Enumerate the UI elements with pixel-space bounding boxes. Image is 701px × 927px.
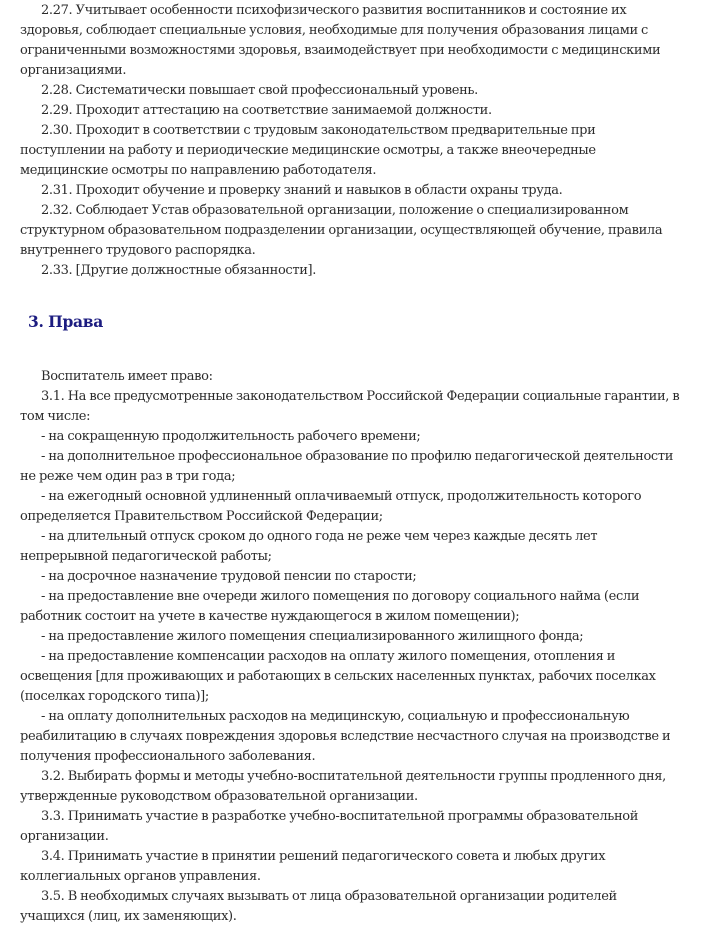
paragraph-2-33: 2.33. [Другие должностные обязанности]. xyxy=(41,263,317,278)
paragraph-3-5: 3.5. В необходимых случаях вызывать от лица образовательной организации родителей учащихся (лиц, их заменяющих). xyxy=(20,889,617,924)
list-item: - на оплату дополнительных расходов на медицинскую, социальную и профессиональную реабилитацию в случаях повреждения здоровья вследствие несчастного случая на производстве и получения профессионального заболевания. xyxy=(20,709,671,764)
paragraph-2-29: 2.29. Проходит аттестацию на соответствие занимаемой должности. xyxy=(41,103,492,118)
paragraph-2-27: 2.27. Учитывает особенности психофизического развития воспитанников и состояние их здоровья, соблюдает специальные условия, необходимые для получения образования лицами с ограниченными возможностями здоровья, взаимодействует при необходимости с медицинскими организациями. xyxy=(20,3,661,78)
rights-intro: Воспитатель имеет право: xyxy=(41,369,213,384)
paragraph-3-3: 3.3. Принимать участие в разработке учебно-воспитательной программы образовательной организации. xyxy=(20,809,639,844)
paragraph-3-4: 3.4. Принимать участие в принятии решений педагогического совета и любых других коллегиальных органов управления. xyxy=(20,849,606,884)
section-heading-rights: 3. Права xyxy=(28,312,104,331)
paragraph-2-32: 2.32. Соблюдает Устав образовательной организации, положение о специализированном структурном образовательном подразделении организации, осуществляющей обучение, правила внутреннего трудового распорядка. xyxy=(20,203,663,258)
paragraph-3-1: 3.1. На все предусмотренные законодательством Российской Федерации социальные гарантии, в том числе: xyxy=(20,389,680,424)
paragraph-2-28: 2.28. Систематически повышает свой профессиональный уровень. xyxy=(41,83,478,98)
paragraph-3-2: 3.2. Выбирать формы и методы учебно-воспитательной деятельности группы продленного дня, утвержденные руководством образовательной организации. xyxy=(20,769,666,804)
list-item: - на предоставление вне очереди жилого помещения по договору социального найма (если работник состоит на учете в качестве нуждающегося в жилом помещении); xyxy=(20,589,640,624)
duties-list-continued xyxy=(20,0,683,281)
list-item: - на длительный отпуск сроком до одного года не реже чем через каждые десять лет непрерывной педагогической работы; xyxy=(20,529,598,564)
list-item: - на ежегодный основной удлиненный оплачиваемый отпуск, продолжительность которого определяется Правительством Российской Федерации; xyxy=(20,489,642,524)
list-item: - на сокращенную продолжительность рабочего времени; xyxy=(41,429,421,444)
paragraph-2-30: 2.30. Проходит в соответствии с трудовым законодательством предварительные при поступлении на работу и периодические медицинские осмотры, а также внеочередные медицинские осмотры по направлению работодателя. xyxy=(20,123,596,178)
list-item: - на предоставление жилого помещения специализированного жилищного фонда; xyxy=(41,629,584,644)
rights-section xyxy=(20,333,683,927)
list-item: - на предоставление компенсации расходов на оплату жилого помещения, отопления и освещения [для проживающих и работающих в сельских населенных пунктах, рабочих поселках (поселках городского типа)]; xyxy=(20,649,656,704)
list-item: - на дополнительное профессиональное образование по профилю педагогической деятельности не реже чем один раз в три года; xyxy=(20,449,674,484)
paragraph-2-31: 2.31. Проходит обучение и проверку знаний и навыков в области охраны труда. xyxy=(41,183,563,198)
list-item: - на досрочное назначение трудовой пенсии по старости; xyxy=(41,569,417,584)
